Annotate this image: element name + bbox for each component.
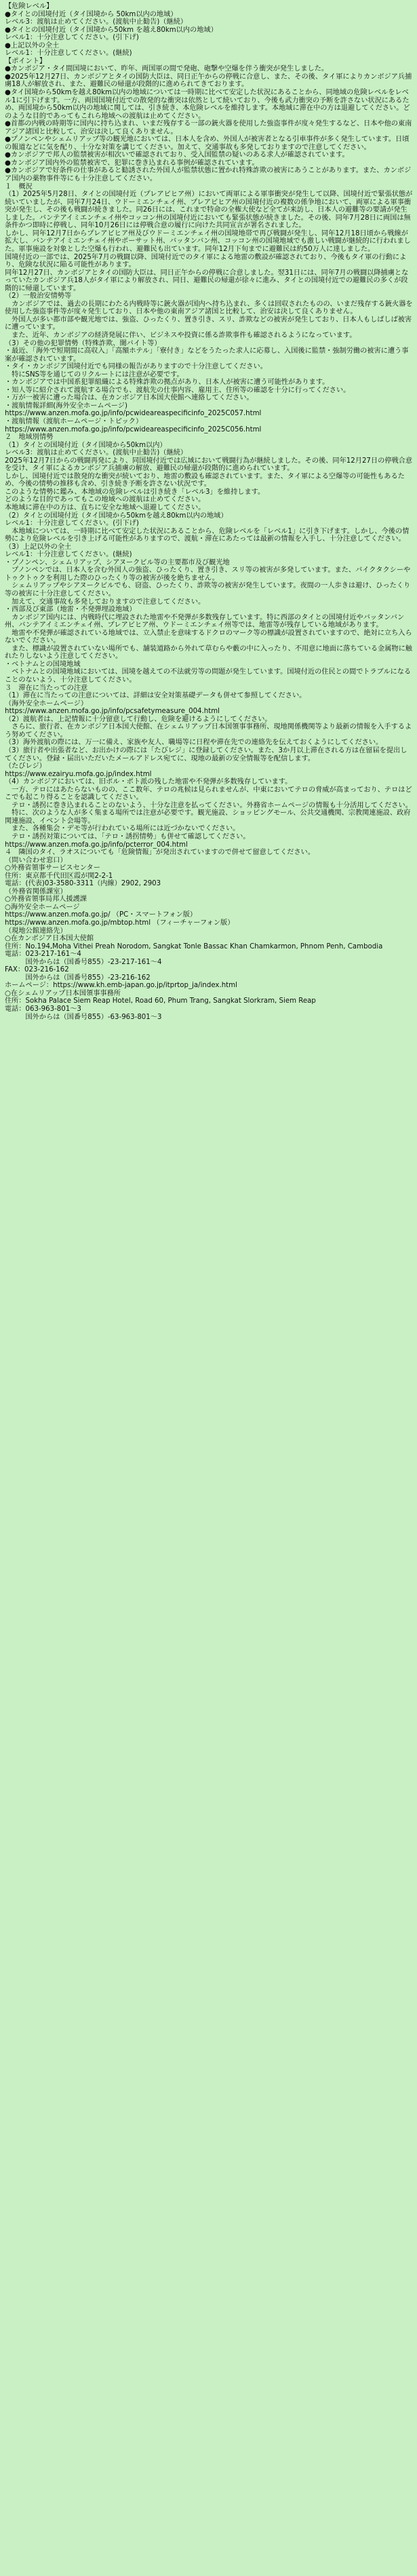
vietnam-border-section: ・ベトナムとの国境地域 ベトナムとの国境地域においては、国境を越えての不法就労等の問題が発生しています。国境付近の住民との間でトラブルになることのないよう、十分注意してください。: [5, 660, 412, 685]
stay-notes-section[interactable]: ３ 滞在に当たっての注意 （1）滞在に当たっての注意については、詳細は安全対策基礎データも併せて参照してください。 （海外安全ホームページ） https://www.anzen.mofa.go.jp/info/pcsafetymeasure_004.html （2）渡航者は、上記情報に十分留意して行動し、危険を避けるようにしてください。 さらに、旅行者、在カンボジア日本国大使館、在シェムリアップ日本国領事事務所、現地関係機関等より最新の情報を入手するよう努めてください。: [5, 684, 412, 739]
tabireg-section[interactable]: （3）旅行者や出張者など、お出かけの際には「たびレジ」に登録してください。また、3か月以上滞在される方は在留届を提出してください。登録・届出いただいたメールアドレス宛てに、現地の最新の安全情報等を配信します。 （たびレジ） https://www.ezairyu.mofa.go.jp/index.html: [5, 746, 408, 778]
neighbor-countries-note: ４ 隣国のタイ、ラオスについても「危険情報」が発出されていますので併せて留意してください。: [5, 849, 315, 857]
travel-advisory-document: [0, 0, 417, 1021]
other-crime-section: （3）その他の犯罪情勢（特殊詐欺、闇バイト等） ・最近、「海外で短期間に高収入」「高額ホテル」「寮付き」などをうたった求人に応募し、入国後に監禁・強制労働の被害に遭う事案が確認されています。 ・タイ・カンボジア国境付近でも同様の報告がありますので十分注意してください。 特にSNS等を通じてのリクルートには注意が必要です。 ・カンボジアでは中国系犯罪組織による特殊詐欺の拠点があり、日本人が被害に遭う可能性があります。 ・知人等に紹介されて渡航する場合でも、渡航先の仕事内容、雇用主、住所等の確認を十分に行ってください。 ・万が一被害に遭った場合は、在カンボジア日本国大使館へ連絡してください。: [5, 339, 409, 402]
consular-office-contact: ○在シェムリアップ日本国領事事務所 住所：Sokha Palace Siem Reap Hotel, Road 60, Phum Trang, Sangkat Slorkram, Siem Reap 電話：063-963-801〜3 国外からは（国番号855）-63-963-801〜3: [5, 989, 316, 1021]
border-50-80km-section: （2）タイとの国境付近（タイ国境から50kmを越え80km以内の地域） レベル1：十分注意してください。(引下げ) 本地域については、一時期に比べて安定した状況にあることから、危険レベルを「レベル1」に引き下げます。しかし、今後の情勢により危険レベルを引き上げる可能性がありますので、渡航・滞在にあたっては最新の情報を入手し、十分注意してください。: [5, 512, 410, 543]
landmine-areas-section: ・西部及び東部（地雷・不発弾埋設地域） カンボジア国内には、内戦時代に埋設された地雷や不発弾が多数残存しています。特に西部のタイとの国境付近やバッタンバン州、バンテアイミエンチェイ州、プレアビヒア州、ウドーミエンチェイ州等では、地雷等が残存している地域があります。 地雷や不発弾が確認されている地域では、立入禁止を意味するドクロのマーク等の標識が設置されていますので、絶対に立ち入らないでください。 また、標識が設置されていない場所でも、舗装道路から外れて草むらや藪の中に入ったり、不用意に地面に落ちている金属物に触れたりしないよう注意してください。: [5, 606, 412, 661]
risk-level-section: 【危険レベル】 ●タイとの国境付近（タイ国境から 50km以内の地域） レベル3：渡航は止めてください。(渡航中止勧告)（継続） ●タイとの国境付近（タイ国境から50km を越え80km以内の地域） レベル1：十分注意してください。(引下げ) ●上記以外の全土 レベル1：十分注意してください。(継続): [5, 3, 218, 58]
reference-links[interactable]: ・渡航情報詳細(海外安全ホームページ) https://www.anzen.mofa.go.jp/info/pcwideareaspecificinfo_2025C057.html ・渡航情報（渡航ホームページ・トピック） https://www.anzen.mofa.go.jp/info/pcwideareaspecificinfo_2025C056.html: [5, 402, 262, 434]
overview-section: １ 概況 （1）2025年5月28日、タイとの国境付近（プレアビヒア州）において両軍による軍事衝突が発生して以降、国境付近で緊張状態が続いていましたが、同年7月24日、ウドーミエンチェイ州、プレアビヒア州の国境付近の複数の係争地において、両軍による軍事衝突が発生し、その後も戦闘が続きました。同26日には、これまで特命の全権大使など全てが来訪し、日本人の避難等の要請が発生しました。バンテアイミエンチェイ州やコッコン州の国境付近においても緊張状態が続きました。その後、同年7月28日に両国は無条件かつ即時に停戦し、同年10月26日には停戦合意の履行に向けた共同宣言が署名されました。 しかし、同年12月7日からプレアビヒア州及びウドーミエンチェイ州の国境地帯で再び戦闘が発生し、同年12月18日頃から戦線が拡大し、バンテアイミエンチェイ州やポーサット州、バッタンバン州、コッコン州の国境地域でも激しい戦闘が継続的に行われました。軍事施設を対象とした空爆も行われ、避難民も出ています。同年12月下旬までに避難民は約50万人に達しました。 国境付近の一部では、2025年7月の戦闘以降、国境付近でのタイ軍による地雷の敷設が確認されており、今後もタイ軍の行動により、危険な状況に陥る可能性があります。 同年12月27日、カンボジアとタイの国防大臣は、同日正午からの停戦に合意しました。翌31日には、同年7月の戦闘以降捕虜となっていたカンボジア兵18人がタイ軍により解放され、同日、避難民の帰還が徐々に進み、タイとの国境付近での避難民の多くが段階的に帰還しています。: [5, 182, 413, 292]
other-areas-section: （3）上記以外の全土 レベル1：十分注意してください。(継続) ・プノンペン、シェムリアップ、シアヌークビル等の主要都市及び観光地 プノンペンでは、日本人を含む外国人の強盗、ひったくり、置き引き、スリ等の被害が多発しています。また、バイクタクシーやトゥクトゥクを利用した際のひったくり等の被害が後を絶ちません。 シェムリアップやシアヌークビルでも、窃盗、ひったくり、詐欺等の被害が発生しています。夜間の一人歩きは避け、ひったくり等の被害に十分注意してください。 加えて、交通事故も多発しておりますので注意してください。: [5, 543, 411, 606]
inquiry-contact: （問い合わせ窓口） ○外務省領事サービスセンター 住所：東京都千代田区霞が関2-2-1 電話：(代表)03-3580-3311（内線）2902, 2903: [5, 856, 161, 888]
general-security-section: （2）一般治安情勢等 カンボジアでは、過去の長期にわたる内戦時等に銃火器が国内へ持ち込まれ、多くは回収されたものの、いまだ残存する銃火器を使用した強盗事件等が度々発生しており、日本や他の東南アジア諸国と比較して、治安は決して良くありません。 外国人が多い都市部や観光地では、強盗、ひったくり、置き引き、スリ、詐欺などの被害が発生しており、日本人もしばしば被害に遭っています。 また、近年、カンボジアの経済発展に伴い、ビジネスや投資に係る詐欺事件も確認されるようになっています。: [5, 292, 413, 339]
mofa-offices[interactable]: （外務省関係課室） ○外務省領事局邦人援護課 ○海外安全ホームページ https://www.anzen.mofa.go.jp/ （PC・スマートフォン版） https://www.anzen.mofa.go.jp/mbtop.html （フィーチャーフォン版）: [5, 887, 235, 927]
regional-situation-section: ２ 地域別情勢 （1）タイとの国境付近（タイ国境から50km以内） レベル3：渡航は止めてください。(渡航中止勧告)（継続） 2025年12月7日からの戦闘再発により、同国境付近では広域において戦闘行為が継続しました。その後、同年12月27日の停戦合意を受け、タイ軍によるカンボジア兵捕虜の解放、避難民の帰還が段階的に進められています。 しかし、国境付近では散発的な衝突が続いており、地雷の敷設も確認されています。また、タイ軍による空爆等の可能性もあるため、今後の情勢の推移も含め、引き続き予断を許さない状況です。 このような情勢に鑑み、本地域の危険レベルは引き続き「レベル3」を維持します。 どのような目的であってもこの地域への渡航は止めてください。 本地域に滞在中の方は、直ちに安全な地域へ退避してください。: [5, 434, 413, 512]
key-points-section: 【ポイント】 ●カンボジア・タイ間国境において、昨年、両国軍の間で発砲、砲撃や空爆を伴う衝突が発生しました。 ●2025年12月27日、カンボジアとタイの国防大臣は、同日正午からの停戦に合意し、また、その後、タイ軍によりカンボジア兵捕虜18人が解放され、また、避難民の帰還が段階的に進められてきております。 ●タイ国境から50kmを越え80km以内の地域については一時期に比べて安定した状況にあることから、同地域の危険レベルをレベル1に引下げます。一方、両国国境付近での散発的な衝突は依然として続いており、今後も武力衝突の予断を許さない状況にあるため、両国境から50km以内の地域に関しては、引き続き、本危険レベルを維持します。本地域に滞在中の方は退避してください。どのような目的であってもこれら地域への渡航は止めてください。 ●首都の内戦の時期等に国内に持ち込まれ、いまだ残存する一部の銃火器を使用した強盗事件が度々発生するなど、日本や他の東南アジア諸国と比較して、治安は決して良くありません。 ●プノンペンやシェムリアップ等の観光地においては、日本人を含め、外国人が被害者となる引車事件が多く発生しています。日頃の報道などに気を配り、十分な対策を講じてください。加えて、交通事故も多発しておりますので注意してください。 ●カンボジアで邦人の監禁被害が相次いで確認されており、受入国監禁の疑いのある求人が確認されています。 ●カンボジア国内外の監禁被害で、犯罪に巻き込まれる事例が確認されています。 ●カンボジアで好条件の仕事があると勧誘された外国人が監禁状態に置かれ特殊詐欺の被害にあうことがあります。また、カンボジア国内の薬物事件等にも十分注意してください。: [5, 57, 412, 183]
terrorism-section[interactable]: （4）カンボジアにおいては、旧ポル・ポト派の残した地雷や不発弾が多数残存しています。 一方、テロにはあたらないものの、ここ数年、テロの兆候は見られませんが、中東においてテロの脅威が高まっており、テロはどこでも起こり得ることを認識してください。 テロ・誘拐に巻き込まれることのないよう、十分な注意を払ってください。外務省ホームページの情報も十分活用してください。 特に、次のような人が多く集まる場所では注意が必要です。観光施設、ショッピングモール、公共交通機関、宗教関連施設、政府関連施設、イベント会場等。 また、各種集会・デモ等が行われている場所には近づかないでください。 テロ・誘拐対策については、「テロ・誘拐情勢」も併せて確認してください。 https://www.anzen.mofa.go.jp/info/pcterror_004.html: [5, 778, 412, 849]
embassy-contact[interactable]: （現地公館連絡先） ○在カンボジア日本国大使館 住所：No.194,Moha Vithei Preah Norodom, Sangkat Tonle Bassac Khan Chamkarmon, Phnom Penh, Cambodia 電話：023-217-161〜4 国外からは（国番号855）-23-217-161〜4 FAX：023-216-162 国外からは（国番号855）-23-216-162 ホームページ：https://www.kh.emb-japan.go.jp/itprtop_ja/index.html: [5, 927, 383, 990]
travel-contact-note: （3）海外渡航の際には、万一に備え、家族や友人、職場等に日程や滞在先での連絡先を伝えておくようにしてください。: [5, 739, 383, 747]
